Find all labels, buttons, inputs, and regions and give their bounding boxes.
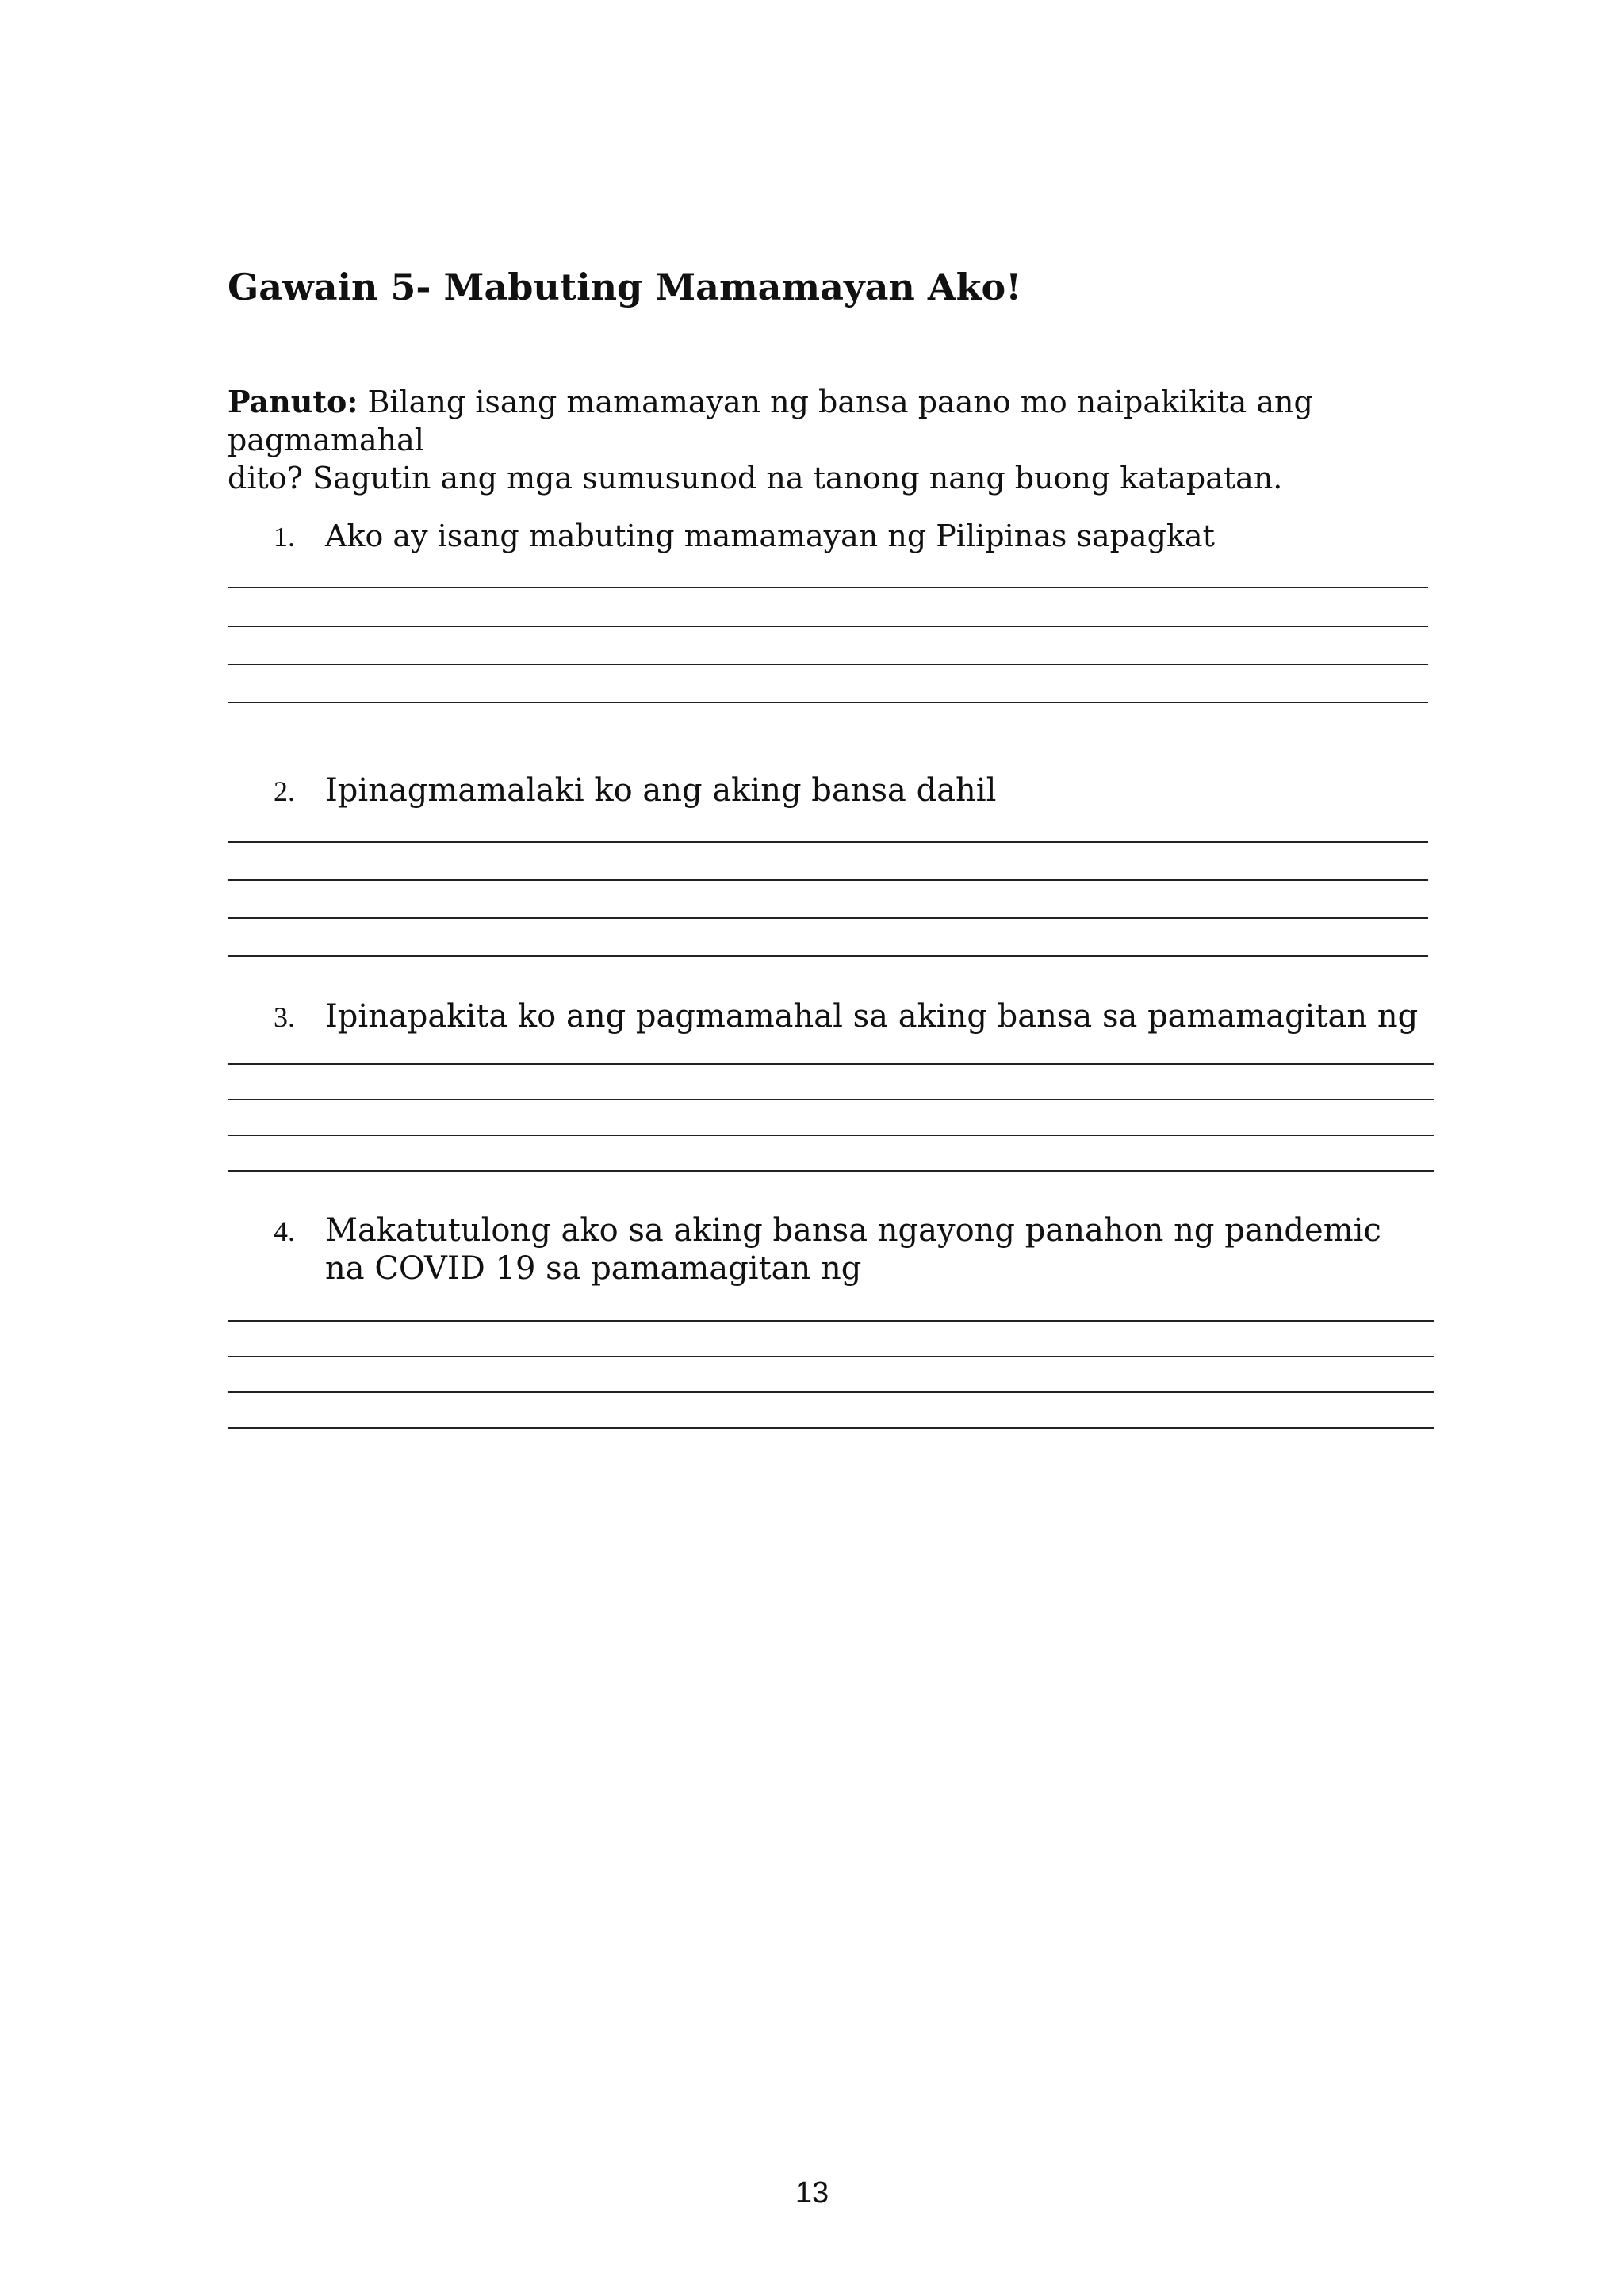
answer-line[interactable] [228, 1063, 1434, 1065]
question-number: 3. [274, 1001, 295, 1033]
answer-line[interactable] [228, 1320, 1434, 1322]
page-number: 13 [795, 2176, 829, 2210]
question-text: Ipinapakita ko ang pagmamahal sa aking bansa sa pamamagitan ng [325, 998, 1419, 1035]
answer-line[interactable] [228, 1135, 1434, 1136]
instruction-text-line2: dito? Sagutin ang mga sumusunod na tanong nang buong katapatan. [228, 461, 1283, 496]
question-number: 1. [274, 521, 295, 553]
answer-line[interactable] [228, 702, 1428, 703]
answer-line[interactable] [228, 879, 1428, 881]
answer-line[interactable] [228, 664, 1428, 665]
answer-line[interactable] [228, 626, 1428, 627]
answer-line[interactable] [228, 1391, 1434, 1393]
question-number: 2. [274, 775, 295, 807]
instruction-text-line1: Bilang isang mamamayan ng bansa paano mo naipakikita ang pagmamahal [228, 385, 1313, 457]
answer-line[interactable] [228, 841, 1428, 843]
question-number: 4. [274, 1215, 295, 1247]
answer-line[interactable] [228, 1099, 1434, 1100]
answer-line[interactable] [228, 1356, 1434, 1357]
answer-line[interactable] [228, 1170, 1434, 1172]
answer-line[interactable] [228, 1427, 1434, 1429]
question-text: Makatutulong ako sa aking bansa ngayong panahon ng pandemic [325, 1212, 1381, 1249]
question-text: Ipinagmamalaki ko ang aking bansa dahil [325, 772, 997, 809]
question-text: Ako ay isang mabuting mamamayan ng Pilipinas sapagkat [325, 519, 1215, 553]
question-3 [274, 997, 1418, 1036]
instruction-label: Panuto: [228, 384, 358, 419]
question-4 [274, 1211, 1381, 1250]
answer-line[interactable] [228, 917, 1428, 919]
question-4-text-line2: na COVID 19 sa pamamagitan ng [325, 1250, 862, 1287]
answer-line[interactable] [228, 587, 1428, 588]
instruction-paragraph [228, 383, 1496, 497]
question-1 [274, 517, 1215, 556]
question-2 [274, 771, 996, 810]
page-title: Gawain 5- Mabuting Mamamayan Ako! [228, 266, 1022, 308]
answer-line[interactable] [228, 955, 1428, 957]
